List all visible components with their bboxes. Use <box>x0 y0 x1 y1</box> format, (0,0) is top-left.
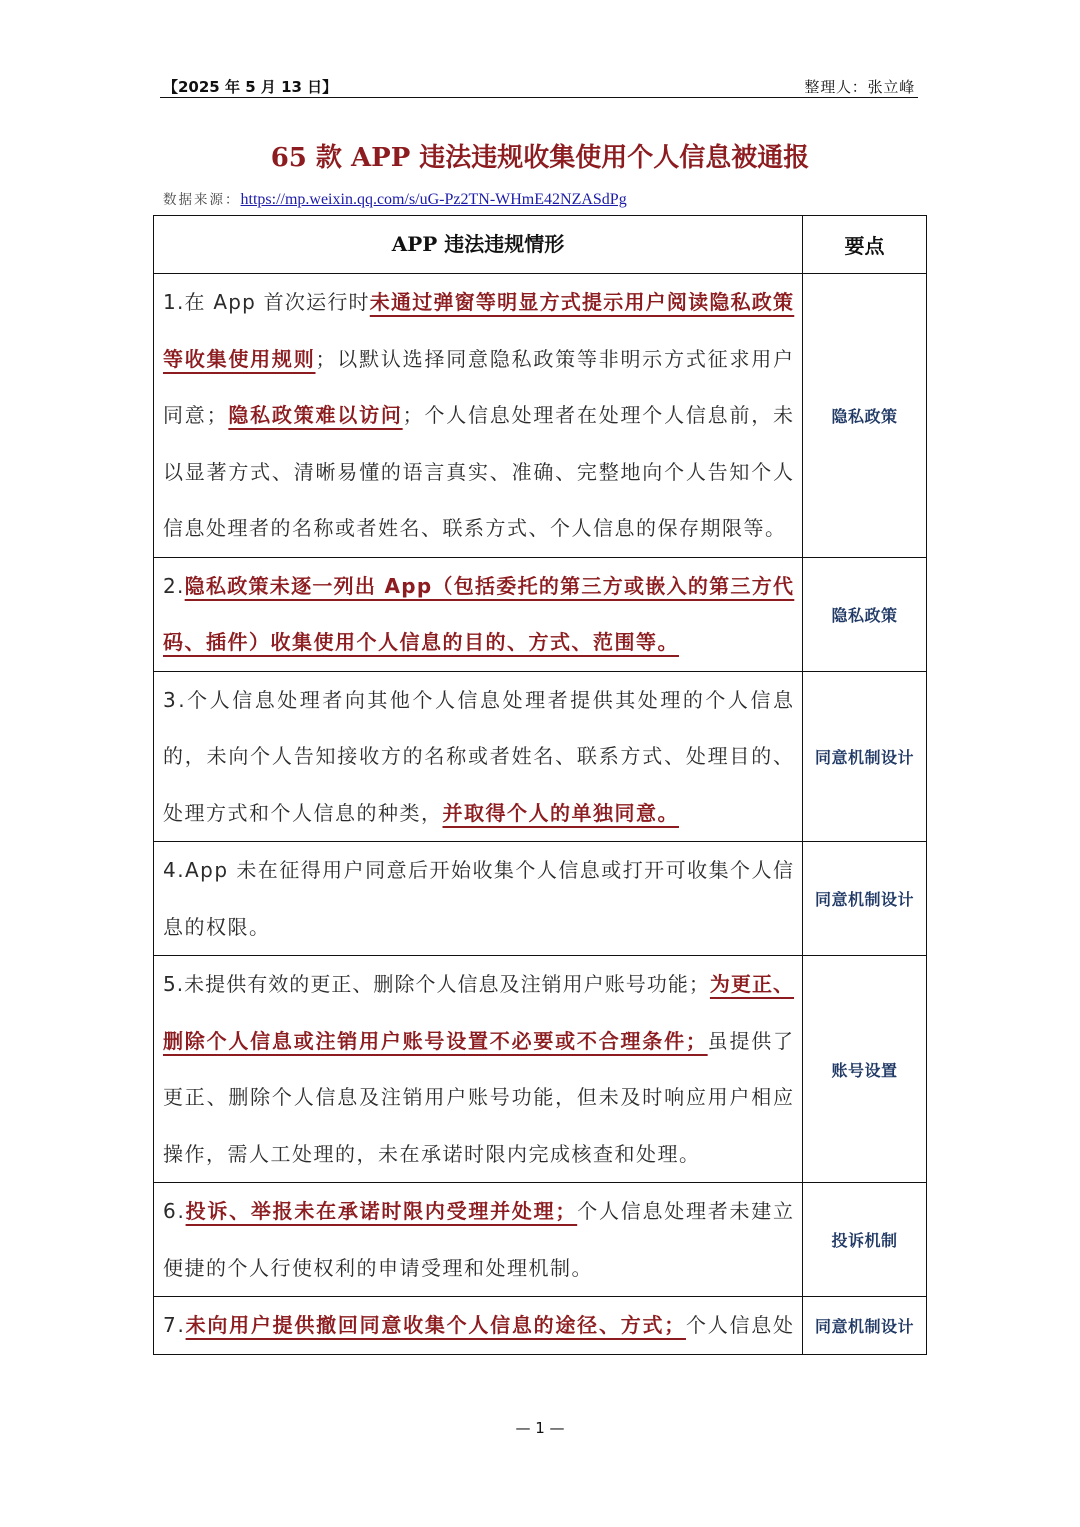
text-line-content <box>163 1256 593 1280</box>
text-line <box>163 444 793 501</box>
text-line-content <box>163 630 679 654</box>
text-line-content <box>163 688 796 712</box>
table-row <box>154 274 927 558</box>
violation-text: 2. <box>163 573 185 598</box>
table-row <box>154 672 927 843</box>
key-point-label: 同意机制设计 <box>814 747 914 767</box>
emphasized-violation-text: 隐私政策难以访问 <box>228 403 403 427</box>
violation-text: ；以默认选择同意隐私政策等非明示方式征求用户 <box>315 346 795 371</box>
emphasized-violation-text: 未通过弹窗等明显方式提示用户阅读隐私政策 <box>369 290 795 314</box>
violation-text: 个人信息处理者未建立 <box>577 1199 795 1223</box>
table-row <box>154 1183 927 1297</box>
table-row <box>154 1297 927 1355</box>
text-line <box>163 899 793 956</box>
emphasized-violation-text: 投诉、举报未在承诺时限内受理并处理； <box>185 1199 578 1223</box>
violation-cell <box>154 1297 803 1355</box>
key-point-cell <box>803 1297 927 1355</box>
text-line-content <box>163 516 787 540</box>
table-body <box>154 274 927 1355</box>
key-point-label: 同意机制设计 <box>814 890 914 909</box>
violation-text: 7. <box>163 1313 186 1337</box>
text-line-content <box>163 972 794 996</box>
text-line <box>163 1069 793 1126</box>
text-line <box>163 842 793 899</box>
text-line-content <box>163 1142 701 1166</box>
violation-text: 以显著方式、清晰易懂的语言真实、准确、完整地向个人告知个人 <box>163 459 795 484</box>
violation-text: 的，未向个人告知接收方的名称或者姓名、联系方式、处理目的、 <box>163 744 795 768</box>
emphasized-violation-text: 未向用户提供撤回同意收集个人信息的途径、方式； <box>185 1313 686 1337</box>
text-line <box>163 1297 793 1354</box>
violation-cell <box>154 1183 803 1297</box>
document-title: 65 款 APP 违法违规收集使用个人信息被通报 <box>270 143 810 173</box>
violation-text: 息的权限。 <box>163 914 271 939</box>
text-line-content <box>163 1085 795 1109</box>
text-line-content <box>163 858 794 882</box>
table-row <box>154 956 927 1183</box>
text-line <box>163 331 793 388</box>
emphasized-violation-text: 删除个人信息或注销用户账号设置不必要或不合理条件； <box>163 1028 708 1053</box>
emphasized-violation-text: 码、插件）收集使用个人信息的目的、方式、范围等。 <box>163 630 679 654</box>
text-line <box>163 274 793 331</box>
key-point-label: 隐私政策 <box>831 406 898 426</box>
text-line-content <box>163 1029 795 1053</box>
key-point-cell <box>803 842 927 956</box>
column-header-key-point <box>803 216 927 274</box>
text-line-content <box>163 290 794 314</box>
key-point-cell <box>803 956 927 1183</box>
text-line <box>163 785 793 842</box>
violation-text: 6. <box>163 1199 186 1223</box>
text-line <box>163 728 793 785</box>
table-row <box>154 842 927 956</box>
violation-text: 同意； <box>163 403 229 427</box>
violation-cell <box>154 842 803 956</box>
text-line <box>163 614 793 671</box>
table-header-row <box>154 216 927 274</box>
text-line <box>163 387 793 444</box>
key-point-cell <box>803 1183 927 1297</box>
key-point-cell <box>803 274 927 558</box>
violations-table <box>153 215 927 1355</box>
emphasized-violation-text: 为更正、 <box>709 972 795 996</box>
table-row <box>154 558 927 672</box>
text-line <box>163 500 793 557</box>
text-line <box>163 1013 793 1070</box>
text-line <box>163 558 793 615</box>
running-header <box>160 77 918 98</box>
violation-cell <box>154 558 803 672</box>
violation-cell <box>154 956 803 1183</box>
header-compiler: 整理人：张立峰 <box>804 78 915 96</box>
text-line-content <box>163 347 795 371</box>
violation-text: 操作，需人工处理的，未在承诺时限内完成核查和处理。 <box>163 1141 701 1166</box>
text-line-content <box>163 801 679 825</box>
text-line-content <box>163 574 794 598</box>
key-point-label: 隐私政策 <box>831 605 898 625</box>
source-line <box>163 189 627 211</box>
violation-text: 更正、删除个人信息及注销用户账号功能，但未及时响应用户相应 <box>163 1085 795 1109</box>
violation-text: 个人信息处 <box>685 1313 795 1337</box>
text-line <box>163 672 796 729</box>
key-point-label: 同意机制设计 <box>814 1316 914 1336</box>
text-line <box>163 956 793 1013</box>
text-line-content <box>163 744 795 768</box>
violation-text: 3.个人信息处理者向其他个人信息处理者提供其处理的个人信息 <box>163 687 796 712</box>
text-line-content <box>163 915 271 939</box>
violation-text: 虽提供了 <box>707 1028 795 1053</box>
violation-cell <box>154 274 803 558</box>
source-link[interactable]: https://mp.weixin.qq.com/s/uG-Pz2TN-WHmE42NZASdPg <box>240 191 627 208</box>
text-line <box>163 1183 793 1240</box>
violation-cell <box>154 672 803 843</box>
violation-text: 信息处理者的名称或者姓名、联系方式、个人信息的保存期限等。 <box>163 516 787 540</box>
text-line-content <box>163 403 795 427</box>
text-line-content <box>163 1313 795 1337</box>
violation-text: ；个人信息处理者在处理个人信息前，未 <box>402 403 795 427</box>
emphasized-violation-text: 等收集使用规则 <box>163 346 316 371</box>
text-line <box>163 1240 793 1297</box>
violation-text: 便捷的个人行使权利的申请受理和处理机制。 <box>163 1255 593 1280</box>
key-point-label: 账号设置 <box>831 1060 898 1080</box>
column-header-violation: APP 违法违规情形 <box>154 216 803 274</box>
text-line <box>163 1126 793 1183</box>
key-point-cell <box>803 558 927 672</box>
violation-text: 4.App 未在征得用户同意后开始收集个人信息或打开可收集个人信 <box>163 858 795 882</box>
source-label: 数据来源： <box>163 192 241 208</box>
page-number: — 1 — <box>515 1419 565 1437</box>
key-point-label: 投诉机制 <box>831 1231 898 1250</box>
violation-text: 5.未提供有效的更正、删除个人信息及注销用户账号功能； <box>163 972 710 996</box>
emphasized-violation-text: 并取得个人的单独同意。 <box>442 800 679 825</box>
header-date: 【2025 年 5 月 13 日】 <box>163 78 338 96</box>
text-line-content <box>163 460 795 484</box>
column-header-key-point-label: 要点 <box>844 234 885 258</box>
violation-text: 1.在 App 首次运行时 <box>163 290 370 314</box>
emphasized-violation-text: 隐私政策未逐一列出 App（包括委托的第三方或嵌入的第三方代 <box>184 573 795 598</box>
key-point-cell <box>803 672 927 843</box>
text-line-content <box>163 1199 795 1223</box>
violation-text: 处理方式和个人信息的种类， <box>163 800 443 825</box>
